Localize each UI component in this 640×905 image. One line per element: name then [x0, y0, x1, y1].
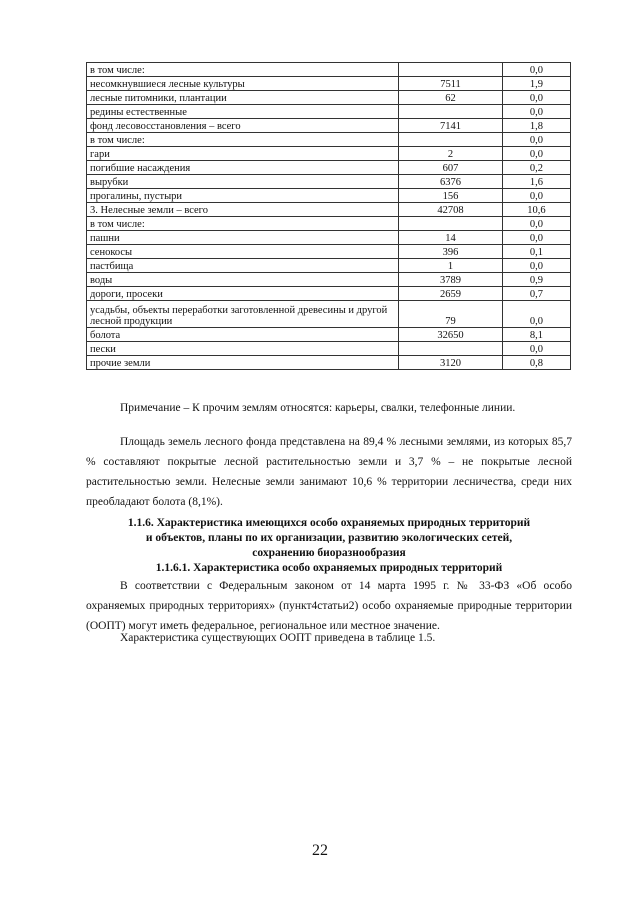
table-row [87, 147, 571, 161]
table-body [87, 63, 571, 370]
row-percent-cell: 0,9 [502, 273, 570, 287]
row-area-cell: 6376 [399, 175, 503, 189]
row-area-cell: 156 [399, 189, 503, 203]
paragraph-land-area: Площадь земель лесного фонда представлена на 89,4 % лесными землями, из которых 85,7 % составляют покрытые лесной растительностью земли и 3,7 % – не покрытые лесной растительностью земли. Нелесные земли занимают 10,6 % территории лесничества, среди них преобладают болота (8,1%). [86, 436, 572, 508]
table-row [87, 203, 571, 217]
table-row [87, 175, 571, 189]
table-row [87, 259, 571, 273]
row-percent-cell: 0,0 [502, 342, 570, 356]
paragraph-table-reference: Характеристика существующих ООПТ приведена в таблице 1.5. [120, 632, 436, 644]
row-area-cell: 396 [399, 245, 503, 259]
row-area-cell [399, 63, 503, 77]
row-percent-cell: 0,0 [502, 231, 570, 245]
row-name-cell: в том числе: [87, 133, 399, 147]
row-area-cell: 607 [399, 161, 503, 175]
table-row [87, 63, 571, 77]
table-row [87, 77, 571, 91]
table-row [87, 301, 571, 328]
row-percent-cell: 1,9 [502, 77, 570, 91]
row-percent-cell: 0,0 [502, 91, 570, 105]
row-percent-cell: 0,0 [502, 133, 570, 147]
page-number: 22 [312, 842, 328, 859]
row-area-cell: 3789 [399, 273, 503, 287]
row-area-cell [399, 133, 503, 147]
row-percent-cell: 0,0 [502, 105, 570, 119]
row-area-cell: 62 [399, 91, 503, 105]
row-name-cell: 3. Нелесные земли – всего [87, 203, 399, 217]
section-heading [86, 516, 572, 576]
row-area-cell: 2659 [399, 287, 503, 301]
row-name-cell: гари [87, 147, 399, 161]
row-name-cell: воды [87, 273, 399, 287]
row-name-cell: пастбища [87, 259, 399, 273]
table-row [87, 161, 571, 175]
row-area-cell: 42708 [399, 203, 503, 217]
row-area-cell: 2 [399, 147, 503, 161]
table-row [87, 119, 571, 133]
row-name-cell: болота [87, 328, 399, 342]
heading-line-3: сохранению биоразнообразия [252, 547, 406, 559]
row-name-cell: дороги, просеки [87, 287, 399, 301]
table-row [87, 105, 571, 119]
row-name-cell: в том числе: [87, 63, 399, 77]
heading-line-1: 1.1.6. Характеристика имеющихся особо охраняемых природных территорий [127, 517, 531, 529]
row-name-cell: усадьбы, объекты переработки заготовленной древесины и другой лесной продукции [87, 301, 399, 328]
row-percent-cell: 0,0 [502, 217, 570, 231]
table-row [87, 91, 571, 105]
row-percent-cell: 0,0 [502, 63, 570, 77]
row-name-cell: вырубки [87, 175, 399, 189]
table-row [87, 189, 571, 203]
row-area-cell: 7511 [399, 77, 503, 91]
row-name-cell: погибшие насаждения [87, 161, 399, 175]
table-row [87, 273, 571, 287]
row-area-cell: 79 [399, 301, 503, 328]
row-percent-cell: 0,8 [502, 356, 570, 370]
row-percent-cell: 0,7 [502, 287, 570, 301]
row-name-cell: прочие земли [87, 356, 399, 370]
row-percent-cell: 8,1 [502, 328, 570, 342]
row-name-cell: прогалины, пустыри [87, 189, 399, 203]
table-row [87, 217, 571, 231]
table-note: Примечание – К прочим землям относятся: карьеры, свалки, телефонные линии. [120, 402, 516, 414]
row-area-cell: 7141 [399, 119, 503, 133]
row-name-cell: редины естественные [87, 105, 399, 119]
table-row [87, 356, 571, 370]
row-name-cell: пашни [87, 231, 399, 245]
row-percent-cell: 0,2 [502, 161, 570, 175]
row-name-cell: пески [87, 342, 399, 356]
row-area-cell [399, 105, 503, 119]
table-row [87, 328, 571, 342]
row-percent-cell: 0,1 [502, 245, 570, 259]
row-name-cell: сенокосы [87, 245, 399, 259]
row-area-cell: 1 [399, 259, 503, 273]
row-percent-cell: 0,0 [502, 189, 570, 203]
row-percent-cell: 10,6 [502, 203, 570, 217]
table-row [87, 287, 571, 301]
row-percent-cell: 1,6 [502, 175, 570, 189]
row-area-cell: 14 [399, 231, 503, 245]
row-percent-cell: 0,0 [502, 147, 570, 161]
subsection-heading: 1.1.6.1. Характеристика особо охраняемых природных территорий [155, 562, 503, 574]
land-category-table [86, 62, 571, 370]
table-row [87, 245, 571, 259]
table-row [87, 133, 571, 147]
paragraph-federal-law: В соответствии с Федеральным законом от 14 марта 1995 г. № 33-ФЗ «Об особо охраняемых природных территориях» (пункт4статьи2) особо охраняемые природные территории (ООПТ) могут иметь федеральное, региональное или местное значение. [86, 580, 572, 632]
row-area-cell: 3120 [399, 356, 503, 370]
row-area-cell: 32650 [399, 328, 503, 342]
table-row [87, 231, 571, 245]
row-name-cell: лесные питомники, плантации [87, 91, 399, 105]
row-percent-cell: 0,0 [502, 259, 570, 273]
heading-line-2: и объектов, планы по их организации, развитию экологических сетей, [145, 532, 513, 544]
row-name-cell: фонд лесовосстановления – всего [87, 119, 399, 133]
row-name-cell: несомкнувшиеся лесные культуры [87, 77, 399, 91]
row-area-cell [399, 342, 503, 356]
row-name-cell: в том числе: [87, 217, 399, 231]
row-percent-cell: 1,8 [502, 119, 570, 133]
row-area-cell [399, 217, 503, 231]
table-row [87, 342, 571, 356]
row-percent-cell: 0,0 [502, 301, 570, 328]
